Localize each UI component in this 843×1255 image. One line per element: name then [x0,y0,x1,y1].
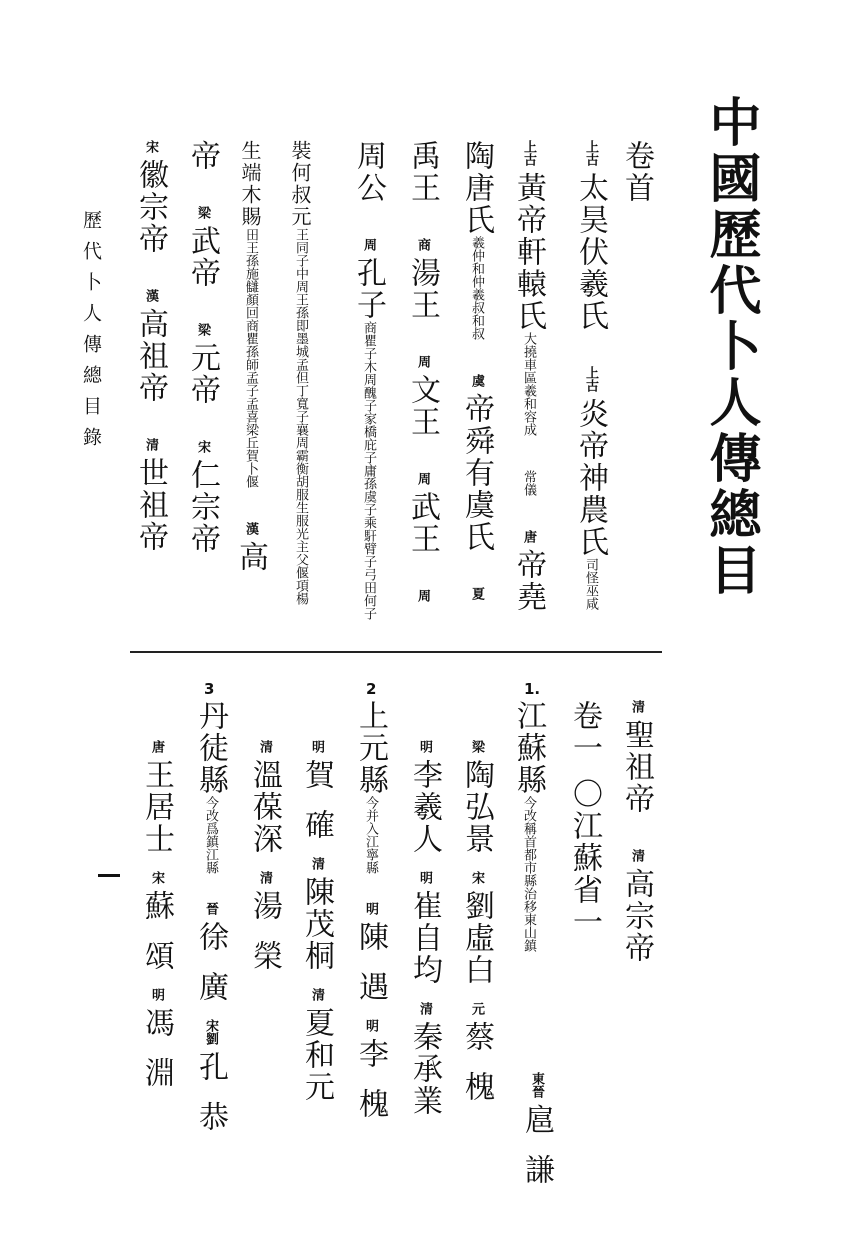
entry-name: 蘇 [139,890,174,922]
entry-name: 生端木賜 [238,140,262,228]
upper-col-5 [404,140,440,608]
entry-name: 榮 [247,940,282,972]
entry-name: 崔自均 [407,890,442,986]
dynasty-label: 晉 [203,902,218,915]
entry-note: 孟喜梁丘賀 [243,397,258,462]
dynasty-label: 漢 [143,289,158,302]
entry-name: 高 [233,541,268,573]
entry-note: 商瞿孫師孟子 [243,319,258,397]
entry-name: 太昊伏羲氏 [573,172,608,332]
page-title: 中國歷代卜人傳總目 [700,95,761,599]
entry-name: 李 [353,1038,388,1070]
upper-col-juanshou [618,140,654,204]
entry-name: 賀 [299,759,334,791]
entry-note: 羲和容成 [521,384,536,436]
county-note: 今改爲鎮江縣 [203,796,218,874]
entry-name: 周公 [351,140,386,204]
dynasty-label: 明 [149,988,164,1001]
entry-name: 文王 [405,374,440,438]
upper-col-2 [572,140,608,610]
entry-note: 楊 [293,592,308,605]
entry-name: 頌 [139,940,174,972]
dynasty-label: 明 [417,871,432,884]
entry-name: 扈 [519,1104,554,1136]
lower-col-dantu [192,700,228,1133]
county-number: 2 [366,680,377,698]
county-number: 1. [524,680,541,698]
dynasty-label: 上古 [521,140,536,166]
entry-name: 禹王 [405,140,440,204]
dynasty-label: 清 [257,740,272,753]
entry-note: 服生服光 [293,488,308,540]
dynasty-label: 上古 [583,366,598,392]
entry-note: 司怪巫咸 [583,558,598,610]
dynasty-label: 清 [629,700,644,713]
dynasty-label: 宋劉 [203,1019,218,1045]
entry-name: 帝 [185,140,220,172]
dynasty-label: 明 [363,1019,378,1032]
entry-name: 帝堯 [511,549,546,613]
lower-col-5 [406,740,442,1117]
entry-name: 炎帝神農氏 [573,398,608,558]
juan-label: 卷一 [567,700,602,764]
entry-name: 湯 [247,890,282,922]
entry-note: 即墨城孟但 [293,319,308,384]
entry-name: 陶弘景 [459,759,494,855]
entry-note: 王同子中周王孫 [293,228,308,319]
entry-name: 劉虛白 [459,890,494,986]
entry-name: 聖祖帝 [619,719,654,815]
entry-note: 田王孫施讎顏回 [243,228,258,319]
entry-name: 孔子 [351,257,386,321]
dynasty-label: 清 [309,988,324,1001]
entry-note: 常儀 [521,470,536,496]
dynasty-label: 虞 [469,374,484,387]
dynasty-label: 清 [417,1002,432,1015]
dynasty-label: 明 [309,740,324,753]
dynasty-label: 清 [629,849,644,862]
dynasty-label: 周 [415,472,430,485]
upper-col-6 [350,140,386,620]
lower-col-shangyuan [352,700,388,1120]
dynasty-label: 梁 [195,206,210,219]
entry-name: 仁宗帝 [185,459,220,555]
county-name: 丹徒縣 [193,700,228,796]
entry-note: 主父偃項 [293,540,308,592]
upper-col-9 [184,140,220,555]
entry-name: 李羲人 [407,759,442,855]
side-title: 歷代卜人傳總目錄 [80,210,102,458]
entry-name: 武王 [405,491,440,555]
entry-name: 蔡 [459,1021,494,1053]
entry-name: 徽宗帝 [133,159,168,255]
dynasty-label: 唐 [521,530,536,543]
entry-name: 槐 [353,1088,388,1120]
entry-name: 陶唐氏 [459,140,494,236]
dynasty-label: 清 [143,438,158,451]
entry-note: 大撓車區 [521,332,536,384]
entry-name: 帝舜有虞氏 [459,393,494,553]
dynasty-label: 周 [415,589,430,602]
dynasty-label: 商 [415,238,430,251]
lower-col-8 [246,740,282,972]
entry-note: 羲叔和叔 [469,288,484,340]
province-heading: 〇江蘇省一 [567,778,602,938]
entry-name: 秦承業 [407,1021,442,1117]
page-number [92,880,93,881]
entry-name: 溫葆深 [247,759,282,855]
county-note: 縣治移東山鎮 [521,874,536,952]
entry-name: 謙 [519,1154,554,1186]
entry-name: 孔 [193,1051,228,1083]
lower-col-jiangsu [510,700,546,952]
dynasty-label: 上古 [583,140,598,166]
lower-col-10 [138,740,174,1089]
entry-name: 湯王 [405,257,440,321]
lower-col-juan1 [566,700,602,938]
dynasty-label: 宋 [143,140,158,153]
dynasty-label: 梁 [195,323,210,336]
entry-name: 高祖帝 [133,308,168,404]
upper-col-10 [132,140,168,553]
entry-name: 武帝 [185,225,220,289]
dynasty-label: 明 [417,740,432,753]
page-number-mark [98,874,120,877]
entry-name: 廣 [193,971,228,1003]
entry-name: 夏和元 [299,1007,334,1103]
entry-name: 淵 [139,1057,174,1089]
upper-col-4 [458,140,494,606]
entry-note: 橋庇子庸孫虞子乘 [361,425,376,529]
entry-note: 周霸衡胡 [293,436,308,488]
entry-name: 遇 [353,971,388,1003]
dynasty-label: 周 [415,355,430,368]
dynasty-label: 宋 [149,871,164,884]
dynasty-label: 夏 [469,587,484,600]
county-name: 上元縣 [353,700,388,796]
entry-name: 世祖帝 [133,457,168,553]
entry-name: 恭 [193,1101,228,1133]
upper-col-8 [233,140,268,573]
lower-col-4 [458,740,494,1103]
entry-note: 丁寬子襄 [293,384,308,436]
dynasty-label: 梁 [469,740,484,753]
entry-name: 槐 [459,1071,494,1103]
section-divider [130,651,662,653]
entry-name: 高宗帝 [619,868,654,964]
dynasty-label: 明 [363,902,378,915]
dynasty-label: 漢 [243,522,258,535]
county-note: 今并入江寧縣 [363,796,378,874]
dynasty-label: 清 [309,857,324,870]
dynasty-label: 宋 [469,871,484,884]
entry-note: 卜偃 [243,462,258,488]
entry-name: 裝何叔元 [288,140,312,228]
dynasty-label: 宋 [195,440,210,453]
upper-col-7 [288,140,312,605]
entry-name: 陳茂桐 [299,876,334,972]
county-name: 江蘇縣 [511,700,546,796]
lower-col-11 [518,1072,554,1186]
entry-note: 商瞿子木周醜子家 [361,321,376,425]
entry-name: 馮 [139,1007,174,1039]
juan-shou: 卷首 [619,140,654,204]
county-note: 今改稱首都市 [521,796,536,874]
entry-note: 羲仲和仲 [469,236,484,288]
lower-col-7 [298,740,334,1103]
entry-name: 確 [299,809,334,841]
upper-col-3 [510,140,546,613]
entry-name: 徐 [193,921,228,953]
entry-name: 黃帝軒轅氏 [511,172,546,332]
dynasty-label: 東晉 [529,1072,544,1098]
entry-name: 陳 [353,921,388,953]
dynasty-label: 唐 [149,740,164,753]
county-number: 3 [204,680,215,698]
entry-name: 王居士 [139,759,174,855]
entry-note: 馯臂子弓田何子 [361,529,376,620]
dynasty-label: 清 [257,871,272,884]
lower-col-1 [618,700,654,964]
dynasty-label: 周 [361,238,376,251]
dynasty-label: 元 [469,1002,484,1015]
entry-name: 元帝 [185,342,220,406]
